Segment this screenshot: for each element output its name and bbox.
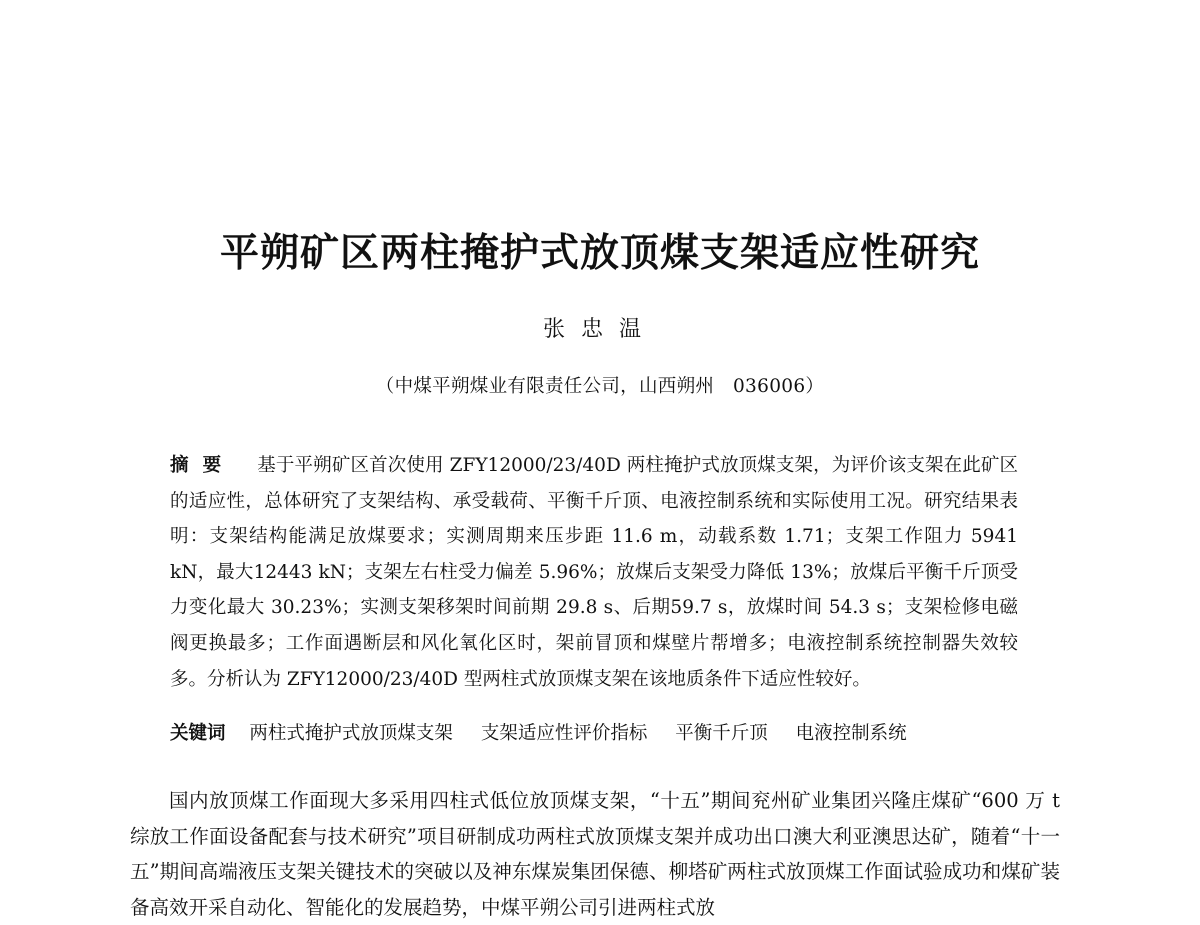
keywords-label: 关键词 (170, 723, 226, 744)
keyword-item: 支架适应性评价指标 (480, 723, 648, 744)
abstract-text: 基于平朔矿区首次使用 ZFY12000/23/40D 两柱掩护式放顶煤支架，为评价该支架在此矿区的适应性，总体研究了支架结构、承受载荷、平衡千斤顶、电液控制系统和实际使用工况。研究结果表明：支架结构能满足放煤要求；实测周期来压步距 11.6 m，动载系数 1.71；支架工作阻力 5941 kN，最大12443 kN；支架左右柱受力偏差 5.96%；放煤后支架受力降低 13%；放煤后平衡千斤顶受力变化最大 30.23%；实测支架移架时间前期 29.8 s、后期59.7 s，放煤时间 54.3 s；支架检修电磁阀更换最多；工作面遇断层和风化氧化区时，架前冒顶和煤壁片帮增多；电液控制系统控制器失效较多。分析认为 ZFY12000/23/40D 型两柱式放顶煤支架在该地质条件下适应性较好。 (170, 455, 1018, 690)
paper-title: 平朔矿区两柱掩护式放顶煤支架适应性研究 (219, 231, 980, 276)
author-name: 张忠温 (542, 317, 657, 342)
author-affiliation: （中煤平朔煤业有限责任公司，山西朔州 036006） (375, 376, 825, 397)
keyword-item: 平衡千斤顶 (675, 723, 768, 744)
keyword-item: 电液控制系统 (795, 723, 907, 744)
introduction-paragraph: 国内放顶煤工作面现大多采用四柱式低位放顶煤支架，“十五”期间兖州矿业集团兴隆庄煤矿“600 万 t 综放工作面设备配套与技术研究”项目研制成功两柱式放顶煤支架并成功出口澳大利亚澳思达矿，随着“十一五”期间高端液压支架关键技术的突破以及神东煤炭集团保德、柳塔矿两柱式放顶煤工作面试验成功和煤矿装备高效开采自动化、智能化的发展趋势，中煤平朔公司引进两柱式放 (130, 789, 1060, 919)
abstract-label: 摘要 (170, 455, 236, 476)
keyword-item: 两柱式掩护式放顶煤支架 (249, 723, 453, 744)
abstract (170, 448, 1018, 697)
keywords (170, 716, 1018, 751)
